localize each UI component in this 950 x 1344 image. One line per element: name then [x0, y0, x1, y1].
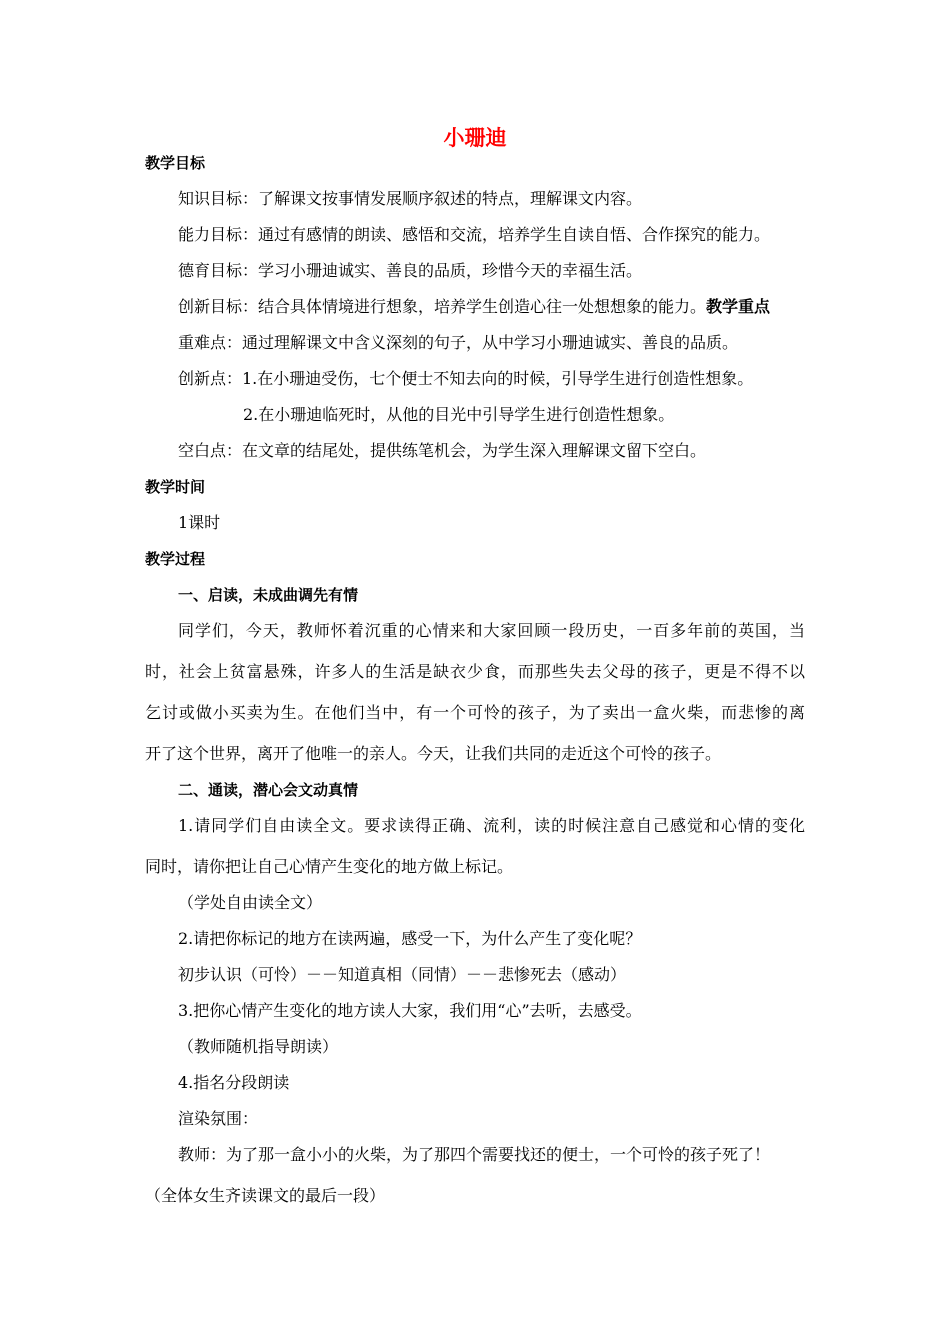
paragraph-line: 乞讨或做小买卖为生。在他们当中，有一个可怜的孩子，为了卖出一盒火柴，而悲惨的离: [145, 703, 805, 722]
process-section1-paragraph: [145, 620, 805, 743]
goal-ability: 能力目标：通过有感情的朗读、感悟和交流，培养学生自读自悟、合作探究的能力。: [178, 225, 771, 244]
paragraph-line: 同学们，今天，教师怀着沉重的心情来和大家回顾一段历史，一百多年前的英国，当: [178, 621, 805, 640]
process-section1-heading: 一、启读，未成曲调先有情: [178, 586, 359, 604]
key-points-heading: 教学重点: [706, 297, 771, 316]
section-heading-time: 教学时间: [145, 478, 206, 496]
section-heading-process: 教学过程: [145, 550, 206, 568]
goal-innovation-row: [178, 296, 770, 318]
step2-note: 初步认识（可怜）－－知道真相（同情）－－悲惨死去（感动）: [178, 965, 627, 984]
time-value: 1课时: [178, 513, 221, 532]
section-heading-goals: 教学目标: [145, 154, 206, 172]
final-note: （全体女生齐读课文的最后一段）: [145, 1186, 386, 1205]
atmosphere-label: 渲染氛围：: [178, 1109, 259, 1128]
goal-knowledge: 知识目标：了解课文按事情发展顺序叙述的特点，理解课文内容。: [178, 189, 643, 208]
step1-line-1: 1.请同学们自由读全文。要求读得正确、流利，读的时候注意自己感觉和心情的变化: [178, 816, 805, 835]
innovation-point-1: 创新点：1.在小珊迪受伤，七个便士不知去向的时候，引导学生进行创造性想象。: [178, 369, 754, 388]
goal-difficulty: 重难点：通过理解课文中含义深刻的句子，从中学习小珊迪诚实、善良的品质。: [178, 333, 739, 352]
innovation-point-2: 2.在小珊迪临死时，从他的目光中引导学生进行创造性想象。: [243, 405, 675, 424]
goal-moral: 德育目标：学习小珊迪诚实、善良的品质，珍惜今天的幸福生活。: [178, 261, 643, 280]
process-section2-heading: 二、通读，潜心会文动真情: [178, 781, 359, 799]
step1-line-2: 同时，请你把让自己心情产生变化的地方做上标记。: [145, 857, 514, 876]
step4: 4.指名分段朗读: [178, 1073, 290, 1092]
step1-note: （学处自由读全文）: [178, 893, 323, 912]
step1-paragraph: [145, 815, 805, 856]
page-title: 小珊迪: [443, 126, 507, 150]
paragraph-line: 时，社会上贫富悬殊，许多人的生活是缺衣少食，而那些失去父母的孩子，更是不得不以: [145, 662, 805, 681]
paragraph-line-last: 开了这个世界，离开了他唯一的亲人。今天，让我们共同的走近这个可怜的孩子。: [145, 744, 722, 763]
blank-point: 空白点：在文章的结尾处，提供练笔机会，为学生深入理解课文留下空白。: [178, 441, 707, 460]
teacher-line: 教师：为了那一盒小小的火柴，为了那四个需要找还的便士，一个可怜的孩子死了！: [178, 1145, 771, 1164]
step3: 3.把你心情产生变化的地方读人大家，我们用“心”去听，去感受。: [178, 1001, 642, 1020]
step2: 2.请把你标记的地方在读两遍，感受一下，为什么产生了变化呢？: [178, 929, 642, 948]
goal-innovation: 创新目标：结合具体情境进行想象，培养学生创造心往一处想想象的能力。: [178, 297, 707, 316]
step3-note: （教师随机指导朗读）: [178, 1037, 339, 1056]
